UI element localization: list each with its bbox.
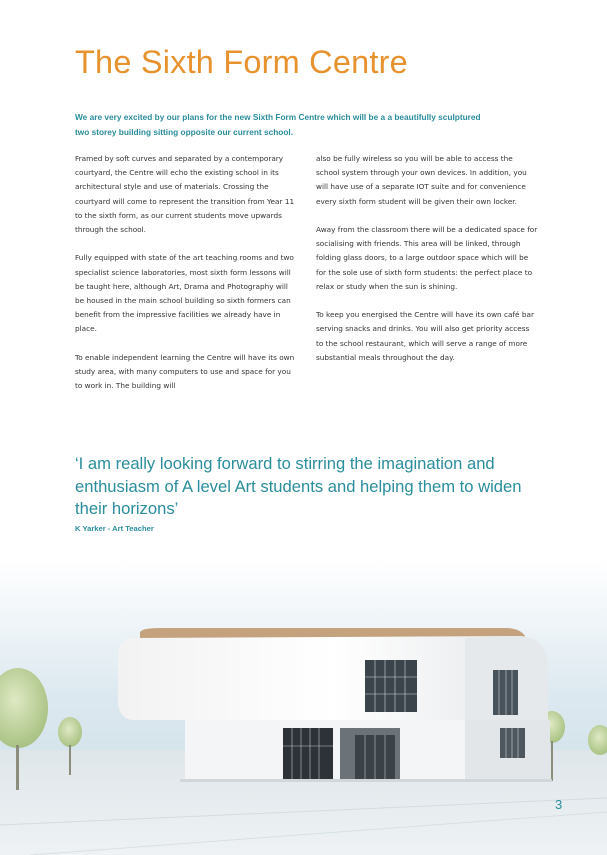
teacher-quote: ‘I am really looking forward to stirring the imagination and enthusiasm of A level Art students and helping them to widen their horizons’ — [75, 454, 522, 519]
right-column — [316, 152, 538, 379]
left-column — [75, 152, 297, 408]
left-paragraph-1: Framed by soft curves and separated by a contemporary courtyard, the Centre will echo the existing school in its architectural style and use of materials. Crossing the courtyard will come to represent the transition from Year 11 to the sixth form, as our current students move upwards through the school. — [75, 154, 295, 235]
page-number: 3 — [555, 797, 563, 812]
intro-text: We are very excited by our plans for the new Sixth Form Centre which will be a a beautifully sculptured two storey building sitting opposite our current school. — [75, 112, 481, 137]
left-paragraph-2: Fully equipped with state of the art teaching rooms and two specialist science laboratories, most sixth form lessons will be taught here, although Art, Drama and Photography will be housed in the main school building so sixth formers can benefit from the impressive facilities we already have in place. — [75, 253, 294, 334]
right-paragraph-1: also be fully wireless so you will be able to access the school system through your own devices. In addition, you will have use of a separate IOT suite and for convenience every sixth form student will be given their own locker. — [316, 154, 527, 206]
right-paragraph-3: To keep you energised the Centre will have its own café bar serving snacks and drinks. You will also get priority access to the school restaurant, which will serve a range of more substantial meals throughout the day. — [316, 310, 534, 362]
page-title: The Sixth Form Centre — [75, 44, 408, 80]
building-rendering-image — [0, 560, 607, 855]
quote-attribution: K Yarker - Art Teacher — [75, 524, 154, 533]
left-paragraph-3: To enable independent learning the Centre will have its own study area, with many computers to use and space for you to work in. The building will — [75, 352, 295, 391]
right-paragraph-2: Away from the classroom there will be a dedicated space for socialising with friends. This area will be linked, through folding glass doors, to a large outdoor space which will be for the sole use of sixth form students: the perfect place to relax or study when the sun is shining. — [316, 225, 538, 291]
